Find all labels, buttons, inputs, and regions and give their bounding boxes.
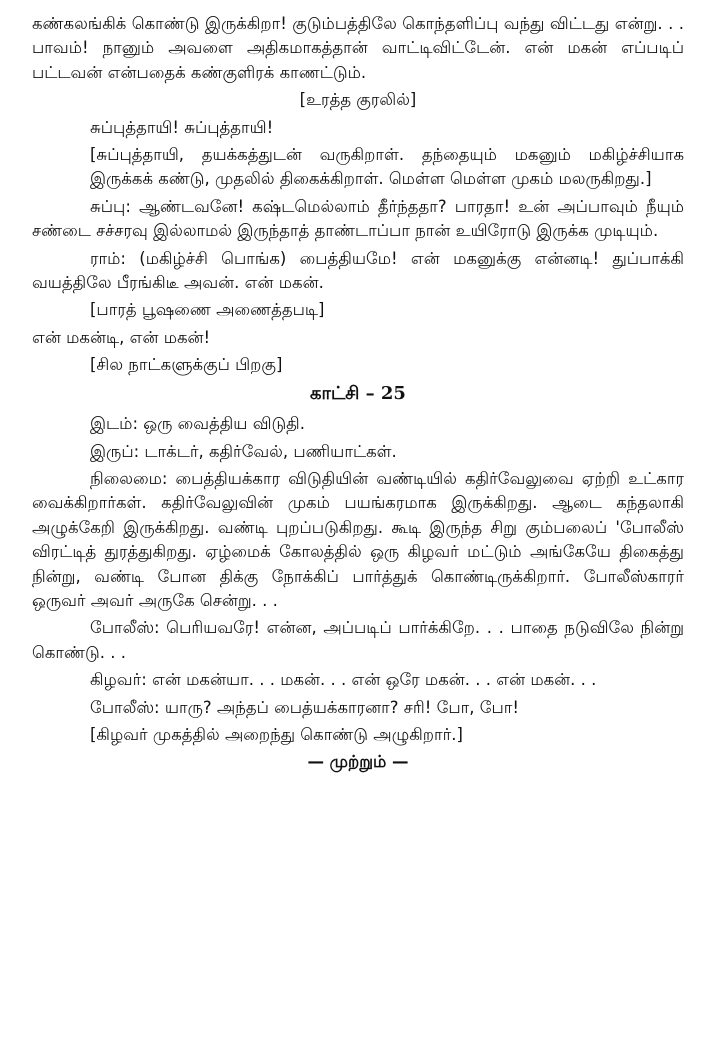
dialogue-line: போலீஸ்: யாரு? அந்தப் பைத்யக்காரனா? சரி! போ, போ!	[90, 697, 519, 717]
paragraph-continuation: கண்கலங்கிக் கொண்டு இருக்கிறா! குடும்பத்திலே கொந்தளிப்பு வந்து விட்டது என்று. . . பாவம்! நானும் அவளை அதிகமாகத்தான் வாட்டிவிட்டேன். என் மகன் எப்படிப் பட்டவன் என்பதைக் கண்குளிரக் காணட்டும்.	[32, 14, 684, 82]
dialogue-line: சுப்புத்தாயி! சுப்புத்தாயி!	[90, 117, 274, 137]
scene-characters: இருப்: டாக்டர், கதிர்வேல், பணியாட்கள்.	[90, 441, 397, 461]
dialogue-line: என் மகன்டி, என் மகன்!	[32, 327, 211, 347]
scene-situation: நிலைமை: பைத்தியக்கார விடுதியின் வண்டியில் கதிர்வேலுவை ஏற்றி உட்கார வைக்கிறார்கள். கதிர்வேலுவின் முகம் பயங்கரமாக இருக்கிறது. ஆடை கந்தலாகி அழுக்கேறி இருக்கிறது. வண்டி புறப்படுகிறது. கூடி இருந்த சிறு கும்பலைப் 'போலீஸ் விரட்டித் துரத்துகிறது. ஏழ்மைக் கோலத்தில் ஒரு கிழவர் மட்டும் அங்கேயே திகைத்து நின்று, வண்டி போன திக்கு நோக்கிப் பார்த்துக் கொண்டிருக்கிறார். போலீஸ்காரர் ஒருவர் அவர் அருகே சென்று. . .	[32, 468, 684, 610]
dialogue-line: கிழவர்: என் மகன்யா. . . மகன். . . என் ஒரே மகன். . . என் மகன். . .	[90, 670, 597, 690]
dialogue-line: சுப்பு: ஆண்டவனே! கஷ்டமெல்லாம் தீர்ந்ததா? பாரதா! உன் அப்பாவும் நீயும் சண்டை சச்சரவு இல்லாமல் இருந்தாத் தாண்டாப்பா நான் உயிரோடு இருக்க முடியும்.	[32, 196, 684, 241]
stage-direction: [கிழவர் முகத்தில் அறைந்து கொண்டு அழுகிறார்.]	[90, 724, 463, 744]
scene-heading: காட்சி – 25	[310, 382, 406, 404]
stage-direction: [உரத்த குரலில்]	[299, 90, 417, 110]
dialogue-line: போலீஸ்: பெரியவரே! என்ன, அப்படிப் பார்க்கிறே. . . பாதை நடுவிலே நின்று கொண்டு. . .	[32, 618, 684, 662]
stage-direction: [சில நாட்களுக்குப் பிறகு]	[90, 355, 283, 375]
stage-direction: [சுப்புத்தாயி, தயக்கத்துடன் வருகிறாள். தந்தையும் மகனும் மகிழ்ச்சியாக இருக்கக் கண்டு, முதலில் திகைக்கிறாள். மெள்ள மெள்ள முகம் மலருகிறது.]	[90, 145, 684, 189]
dialogue-line: ராம்: (மகிழ்ச்சி பொங்க) பைத்தியமே! என் மகனுக்கு என்னடி! துப்பாக்கி வயத்திலே பீரங்கிடீ அவன். என் மகன்.	[32, 248, 684, 293]
end-marker: — முற்றும் —	[307, 752, 409, 772]
stage-direction: [பாரத் பூஷணை அணைத்தபடி]	[90, 300, 325, 320]
document-page	[32, 12, 684, 778]
scene-place: இடம்: ஒரு வைத்திய விடுதி.	[90, 414, 305, 434]
